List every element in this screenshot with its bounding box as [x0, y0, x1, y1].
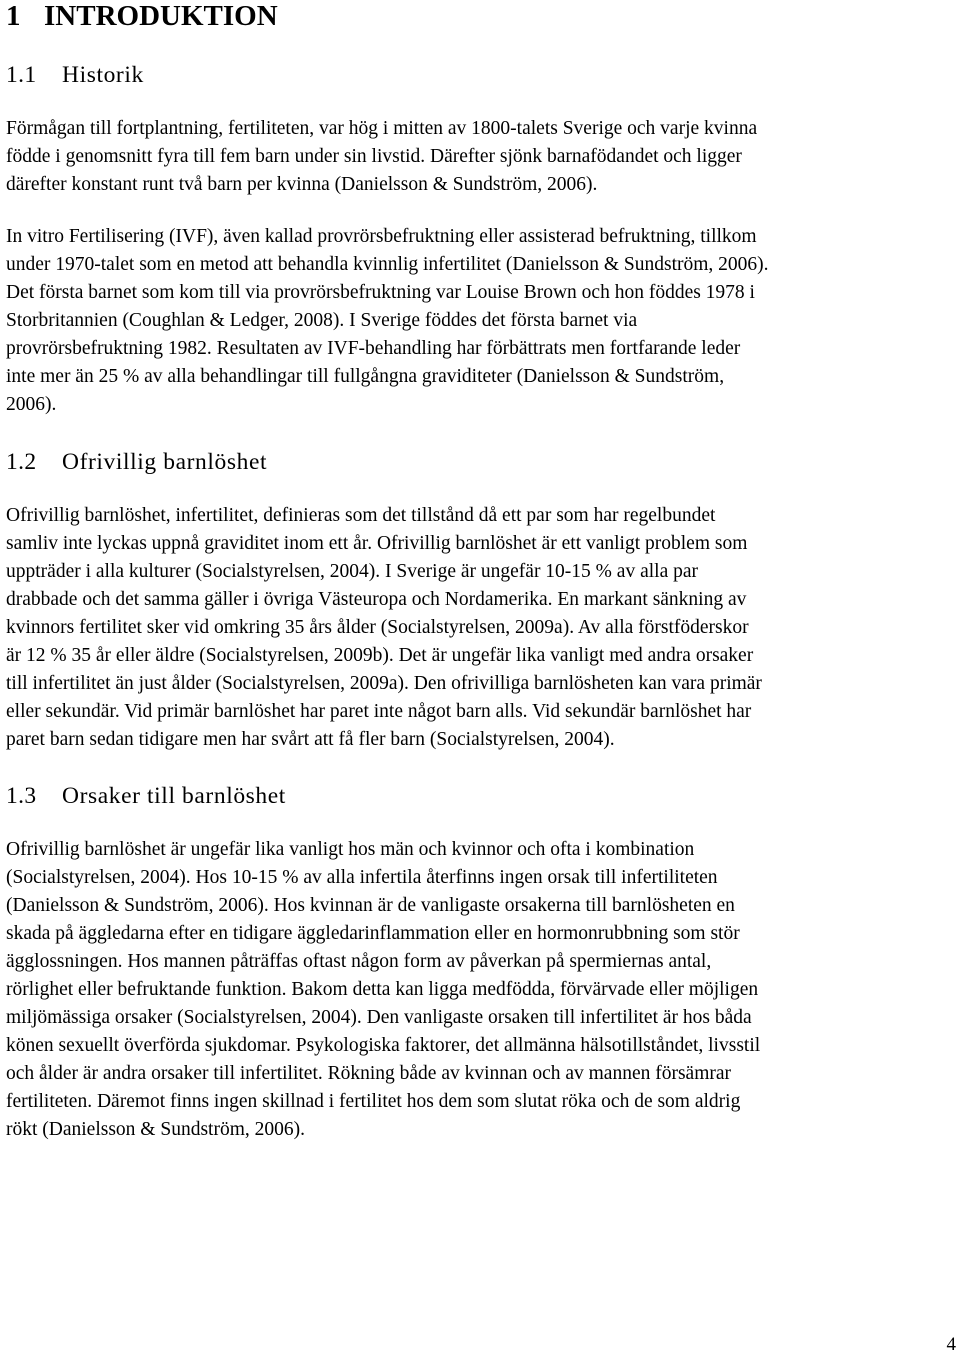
text-line: (Danielsson & Sundström, 2006). Hos kvinnan är de vanligaste orsakerna till barnlösheten en [6, 895, 735, 916]
text-line: rökt (Danielsson & Sundström, 2006). [6, 1119, 305, 1140]
text-line: till infertilitet än just ålder (Socialstyrelsen, 2009a). Den ofrivilliga barnlösheten kan vara primär [6, 673, 762, 694]
text-line: Ofrivillig barnlöshet, infertilitet, definieras som det tillstånd då ett par som har regelbundet [6, 505, 716, 526]
section-number: 1.1 [6, 62, 37, 88]
paragraph [6, 223, 769, 419]
chapter-title: INTRODUKTION [44, 0, 278, 32]
text-line: miljömässiga orsaker (Socialstyrelsen, 2004). Den vanligaste orsaken till infertilitet är hos båda [6, 1007, 752, 1028]
text-line: och ålder är andra orsaker till infertilitet. Rökning både av kvinnan och av mannen försämrar [6, 1063, 732, 1084]
section-heading-ofrivillig-barnloshet [6, 447, 267, 477]
text-line: är 12 % 35 år eller äldre (Socialstyrelsen, 2009b). Det är ungefär lika vanligt med andra orsaker [6, 645, 754, 666]
text-line: uppträder i alla kulturer (Socialstyrelsen, 2004). I Sverige är ungefär 10-15 % av alla par [6, 561, 698, 582]
text-line: fertiliteten. Däremot finns ingen skillnad i fertilitet hos dem som slutat röka och de som aldrig [6, 1091, 741, 1112]
paragraph [6, 115, 757, 199]
section-number: 1.3 [6, 783, 37, 809]
text-line: eller sekundär. Vid primär barnlöshet har paret inte något barn alls. Vid sekundär barnlöshet har [6, 701, 752, 722]
text-line: rörlighet eller befruktande funktion. Bakom detta kan ligga medfödda, förvärvade eller möjligen [6, 979, 759, 1000]
section-title: Ofrivillig barnlöshet [62, 449, 268, 475]
text-line: inte mer än 25 % av alla behandlingar till fullgångna graviditeter (Danielsson & Sundström, [6, 366, 725, 387]
chapter-heading [6, 0, 278, 32]
text-line: (Socialstyrelsen, 2004). Hos 10-15 % av alla infertila återfinns ingen orsak till infertiliteten [6, 867, 718, 888]
section-number: 1.2 [6, 449, 37, 475]
text-line: In vitro Fertilisering (IVF), även kallad provrörsbefruktning eller assisterad befruktning, tillkom [6, 226, 757, 247]
section-heading-historik [6, 60, 144, 90]
text-line: Det första barnet som kom till via provrörsbefruktning var Louise Brown och hon föddes 1978 i [6, 282, 755, 303]
text-line: därefter konstant runt två barn per kvinna (Danielsson & Sundström, 2006). [6, 174, 598, 195]
section-heading-orsaker-till-barnloshet [6, 781, 286, 811]
section-title: Historik [62, 62, 144, 88]
paragraph [6, 836, 760, 1144]
text-line: Förmågan till fortplantning, fertiliteten, var hög i mitten av 1800-talets Sverige och varje kvinna [6, 118, 758, 139]
page-number: 4 [946, 1334, 956, 1355]
text-line: födde i genomsnitt fyra till fem barn under sin livstid. Därefter sjönk barnafödandet och ligger [6, 146, 742, 167]
text-line: paret barn sedan tidigare men har svårt att få fler barn (Socialstyrelsen, 2004). [6, 729, 615, 750]
paragraph [6, 502, 762, 754]
text-line: samliv inte lyckas uppnå graviditet inom ett år. Ofrivillig barnlöshet är ett vanligt problem som [6, 533, 748, 554]
text-line: Ofrivillig barnlöshet är ungefär lika vanligt hos män och kvinnor och ofta i kombination [6, 839, 695, 860]
text-line: könen sexuellt överförda sjukdomar. Psykologiska faktorer, det allmänna hälsotillståndet, livsstil [6, 1035, 761, 1056]
text-line: ägglossningen. Hos mannen påträffas oftast någon form av påverkan på spermiernas antal, [6, 951, 712, 972]
text-line: skada på äggledarna efter en tidigare äggledarinflammation eller en hormonrubbning som stör [6, 923, 740, 944]
text-line: drabbade och det samma gäller i övriga Västeuropa och Nordamerika. En markant sänkning av [6, 589, 747, 610]
chapter-number: 1 [6, 0, 21, 32]
text-line: 2006). [6, 394, 57, 415]
text-line: kvinnors fertilitet sker vid omkring 35 års ålder (Socialstyrelsen, 2009a). Av alla förstföderskor [6, 617, 749, 638]
text-line: Storbritannien (Coughlan & Ledger, 2008). I Sverige föddes det första barnet via [6, 310, 638, 331]
text-line: provrörsbefruktning 1982. Resultaten av IVF-behandling har förbättrats men fortfarande leder [6, 338, 741, 359]
section-title: Orsaker till barnlöshet [62, 783, 286, 809]
text-line: under 1970-talet som en metod att behandla kvinnlig infertilitet (Danielsson & Sundström, 2006). [6, 254, 769, 275]
